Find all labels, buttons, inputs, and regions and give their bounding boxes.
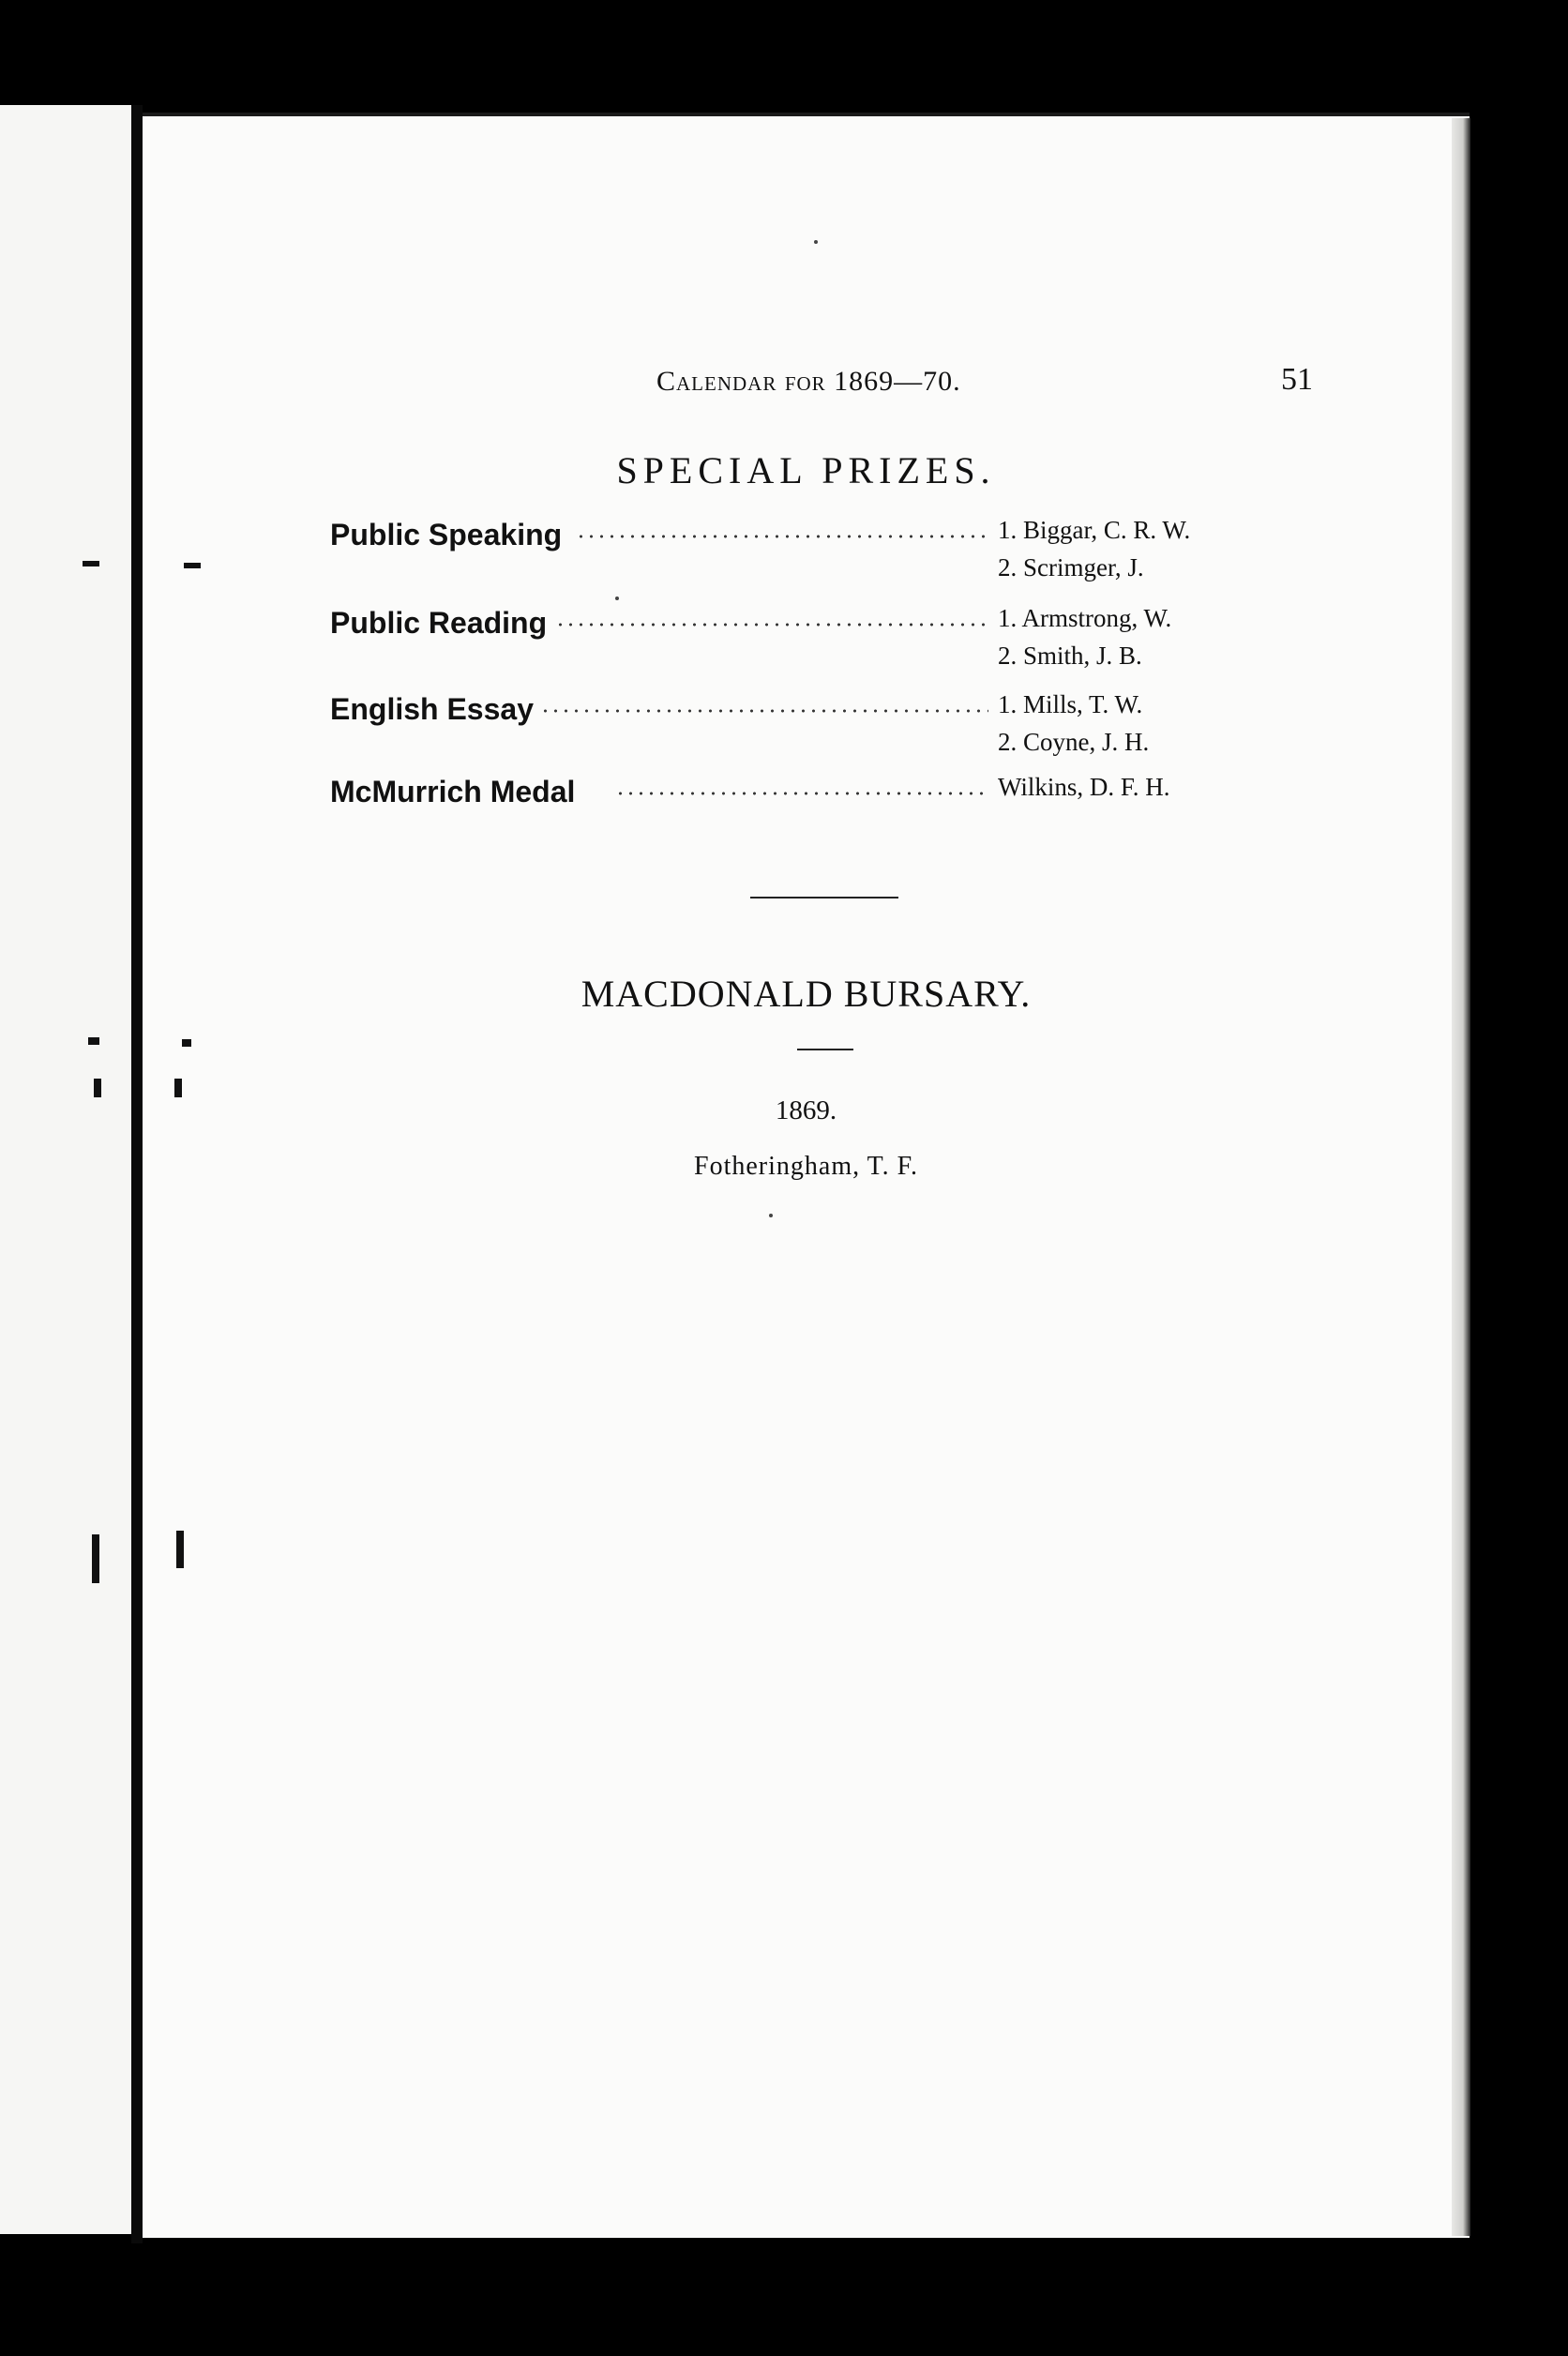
section-divider bbox=[750, 897, 898, 899]
dot-leader bbox=[555, 623, 988, 627]
dot-leader bbox=[615, 792, 988, 795]
title-underline bbox=[797, 1049, 853, 1050]
prize-row bbox=[330, 516, 1230, 581]
binding-mark bbox=[184, 563, 201, 568]
special-prizes-title: SPECIAL PRIZES. bbox=[616, 449, 996, 491]
binding-mark bbox=[174, 1079, 182, 1097]
binding-mark bbox=[88, 1037, 99, 1045]
macdonald-bursary-title: MACDONALD BURSARY. bbox=[580, 973, 1032, 1015]
winner-name: Wilkins, D. F. H. bbox=[998, 773, 1170, 801]
binding-mark bbox=[92, 1534, 99, 1583]
binding-mark bbox=[94, 1079, 101, 1097]
scan-speck bbox=[814, 240, 818, 244]
winner-name: 2. Smith, J. B. bbox=[998, 642, 1142, 670]
prize-row bbox=[330, 690, 1230, 756]
scan-speck bbox=[615, 597, 619, 600]
book-gutter bbox=[131, 105, 143, 2243]
winner-name: 2. Scrimger, J. bbox=[998, 553, 1144, 581]
winner-name: 2. Coyne, J. H. bbox=[998, 728, 1150, 756]
scan-speck bbox=[769, 1214, 773, 1217]
winner-name: 1. Mills, T. W. bbox=[998, 690, 1143, 718]
bursary-year: 1869. bbox=[775, 1095, 837, 1125]
binding-mark bbox=[182, 1039, 191, 1047]
prize-name: Public Reading bbox=[330, 606, 548, 640]
prize-name: English Essay bbox=[330, 692, 534, 726]
dot-leader bbox=[540, 709, 988, 713]
prize-name: Public Speaking bbox=[330, 518, 563, 551]
prize-name: McMurrich Medal bbox=[330, 775, 576, 808]
page-number: 51 bbox=[1281, 362, 1313, 397]
winner-name: 1. Biggar, C. R. W. bbox=[998, 516, 1191, 544]
prize-row bbox=[330, 604, 1230, 670]
dot-leader bbox=[576, 535, 988, 538]
prize-row bbox=[330, 775, 1230, 818]
binding-mark bbox=[83, 561, 99, 566]
bursary-recipient: Fotheringham, T. F. bbox=[694, 1152, 918, 1181]
running-head: Calendar for 1869—70. bbox=[656, 366, 961, 397]
winner-name: 1. Armstrong, W. bbox=[998, 604, 1172, 632]
facing-page-edge bbox=[0, 105, 131, 2234]
binding-mark bbox=[176, 1531, 184, 1568]
